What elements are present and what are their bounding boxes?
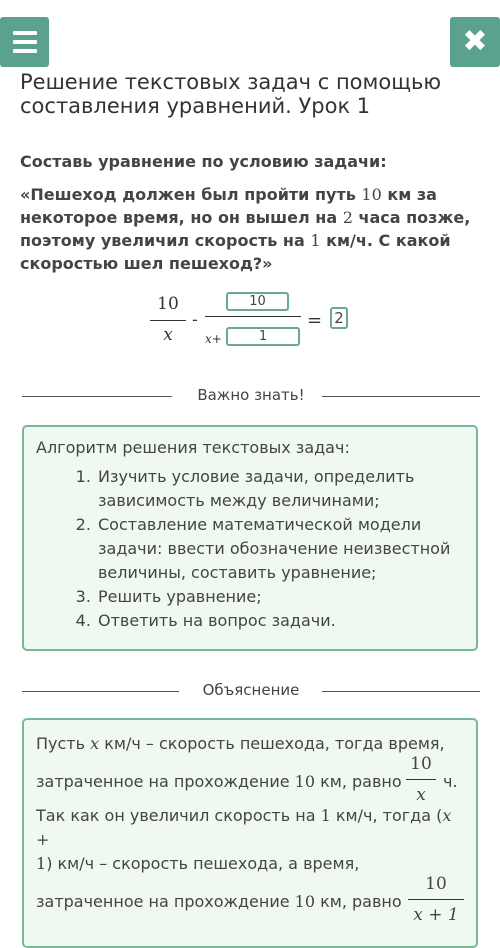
- explanation-box: [22, 718, 478, 948]
- list-item: 1. Изучить условие задачи, определить зависимость между величинами;: [96, 465, 464, 513]
- algorithm-steps: [36, 465, 464, 633]
- problem-text: «Пешеход должен был пройти путь 10 км за некоторое время, но он вышел на 2 часа позже, поэтому увеличил скорость на 1 км/ч. С какой скоростью шел пешеход?»: [20, 185, 471, 273]
- explanation-line: затраченное на прохождение 10 км, равно 10 x + 1: [36, 876, 464, 924]
- fraction-bar: [205, 316, 301, 317]
- menu-button[interactable]: [0, 17, 49, 67]
- important-divider: Важно знать!: [22, 386, 480, 406]
- equation: [0, 290, 500, 350]
- lesson-title: Решение текстовых задач с помощью составления уравнений. Урок 1: [20, 70, 442, 118]
- denominator-prefix: x+: [205, 332, 222, 346]
- minus-sign: -: [192, 310, 198, 329]
- equals-sign: =: [307, 310, 323, 331]
- fraction-10-over-x: 10 x: [406, 752, 436, 807]
- hamburger-icon: [13, 31, 37, 53]
- close-button[interactable]: [450, 17, 500, 67]
- explanation-line: 1) км/ч – скорость пешехода, а время,: [36, 854, 360, 873]
- denominator-input[interactable]: 1: [226, 327, 300, 346]
- algorithm-title: Алгоритм решения текстовых задач:: [36, 438, 350, 457]
- list-item: 2. Составление математической модели задачи: ввести обозначение неизвестной величины, составить уравнение;: [96, 513, 464, 585]
- explanation-line: Пусть x км/ч – скорость пешехода, тогда время,: [36, 734, 445, 753]
- algorithm-box: [22, 425, 478, 651]
- explanation-line: затраченное на прохождение 10 км, равно 10 x ч.: [36, 754, 458, 805]
- fraction-10-over-x-plus-1: 10 x + 1: [408, 872, 464, 927]
- close-icon: ✖: [462, 24, 488, 59]
- fraction-10-over-x: 10 x: [150, 294, 186, 345]
- explanation-line: Так как он увеличил скорость на 1 км/ч, тогда (x +: [36, 806, 452, 849]
- result-input[interactable]: 2: [330, 307, 348, 329]
- numerator-input[interactable]: 10: [226, 292, 289, 311]
- task-heading: Составь уравнение по условию задачи:: [20, 152, 387, 171]
- list-item: 3. Решить уравнение;: [96, 585, 464, 609]
- list-item: 4. Ответить на вопрос задачи.: [96, 609, 464, 633]
- explanation-divider: Объяснение: [22, 681, 480, 701]
